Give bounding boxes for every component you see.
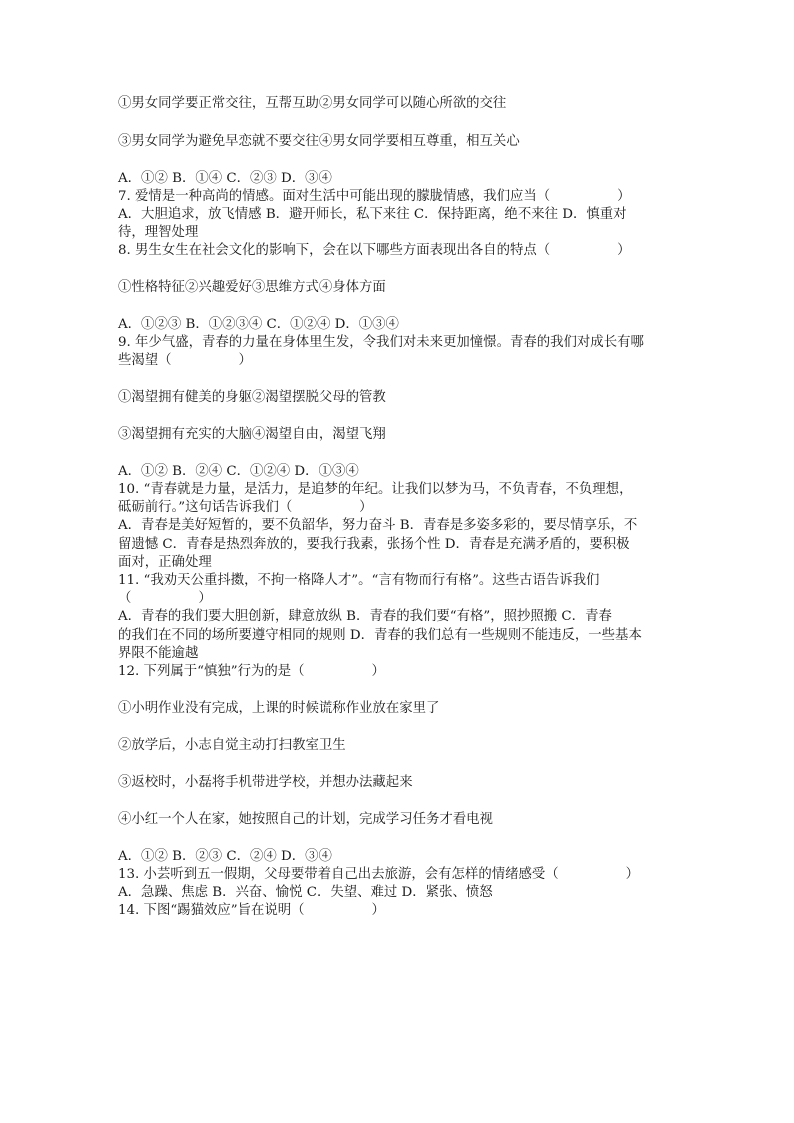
text-line: 留遗憾 C．青春是热烈奔放的，要我行我素，张扬个性 D．青春是充满矛盾的，要积极 <box>118 537 630 552</box>
question-14: 14. 下图“踢猫效应”旨在说明（ ） <box>118 903 385 918</box>
question-13: 13. 小芸听到五一假期，父母要带着自己出去旅游，会有怎样的情绪感受（ ） <box>118 867 640 882</box>
text-line: ①性格特征②兴趣爱好③思维方式④身体方面 <box>118 280 386 295</box>
question-10: 10. “青春就是力量，是活力，是追梦的年纪。让我们以梦为马，不负青春，不负理想， <box>118 482 633 497</box>
text-line: A．①② B．②④ C．①②④ D．①③④ <box>118 464 359 479</box>
text-line: A．①② B．①④ C．②③ D．③④ <box>118 171 332 186</box>
text-line: A．青春的我们要大胆创新，肆意放纵 B．青春的我们要“有格”，照抄照搬 C．青春 <box>118 609 612 624</box>
text-line: 界限不能逾越 <box>118 646 199 661</box>
text-line: A．急躁、焦虑 B．兴奋、愉悦 C．失望、难过 D．紧张、愤怒 <box>118 885 493 900</box>
text-line: 砥砺前行。”这句话告诉我们（ ） <box>118 500 373 515</box>
text-line: 面对，正确处理 <box>118 555 212 570</box>
question-9: 9. 年少气盛，青春的力量在身体里生发，令我们对未来更加憧憬。青春的我们对成长有哪 <box>118 335 644 350</box>
question-11: 11. “我劝天公重抖擞，不拘一格降人才”。“言有物而行有格”。这些古语告诉我们 <box>118 573 600 588</box>
text-line: 待，理智处理 <box>118 225 199 240</box>
text-line: ③渴望拥有充实的大脑④渴望自由，渴望飞翔 <box>118 427 386 442</box>
text-line: A．①② B．②③ C．②④ D．③④ <box>118 849 332 864</box>
text-line: ②放学后，小志自觉主动打扫教室卫生 <box>118 738 346 753</box>
text-line: ③返校时，小磊将手机带进学校，并想办法藏起来 <box>118 775 413 790</box>
question-8: 8. 男生女生在社会文化的影响下，会在以下哪些方面表现出各自的特点（ ） <box>118 243 631 258</box>
text-line: 些渴望（ ） <box>118 353 252 368</box>
text-line: ③男女同学为避免早恋就不要交往④男女同学要相互尊重，相互关心 <box>118 134 520 149</box>
text-line: A．大胆追求，放飞情感 B．避开师长，私下来往 C．保持距离，绝不来往 D．慎重对 <box>118 207 627 222</box>
text-line: ④小红一个人在家，她按照自己的计划，完成学习任务才看电视 <box>118 812 493 827</box>
question-12: 12. 下列属于“慎独”行为的是（ ） <box>118 664 385 679</box>
text-line: ①男女同学要正常交往，互帮互助②男女同学可以随心所欲的交往 <box>118 96 507 111</box>
text-line: 的我们在不同的场所要遵守相同的规则 D．青春的我们总有一些规则不能违反，一些基本 <box>118 628 642 643</box>
text-line: ①小明作业没有完成，上课的时候谎称作业放在家里了 <box>118 701 440 716</box>
text-line: ①渴望拥有健美的身躯②渴望摆脱父母的管教 <box>118 390 386 405</box>
question-7: 7. 爱情是一种高尚的情感。面对生活中可能出现的朦胧情感，我们应当（ ） <box>118 189 631 204</box>
text-line: A．青春是美好短暂的，要不负韶华，努力奋斗 B．青春是多姿多彩的，要尽情享乐，不 <box>118 518 638 533</box>
text-line: A．①②③ B．①②③④ C．①②④ D．①③④ <box>118 317 399 332</box>
text-line: （ ） <box>118 591 212 606</box>
